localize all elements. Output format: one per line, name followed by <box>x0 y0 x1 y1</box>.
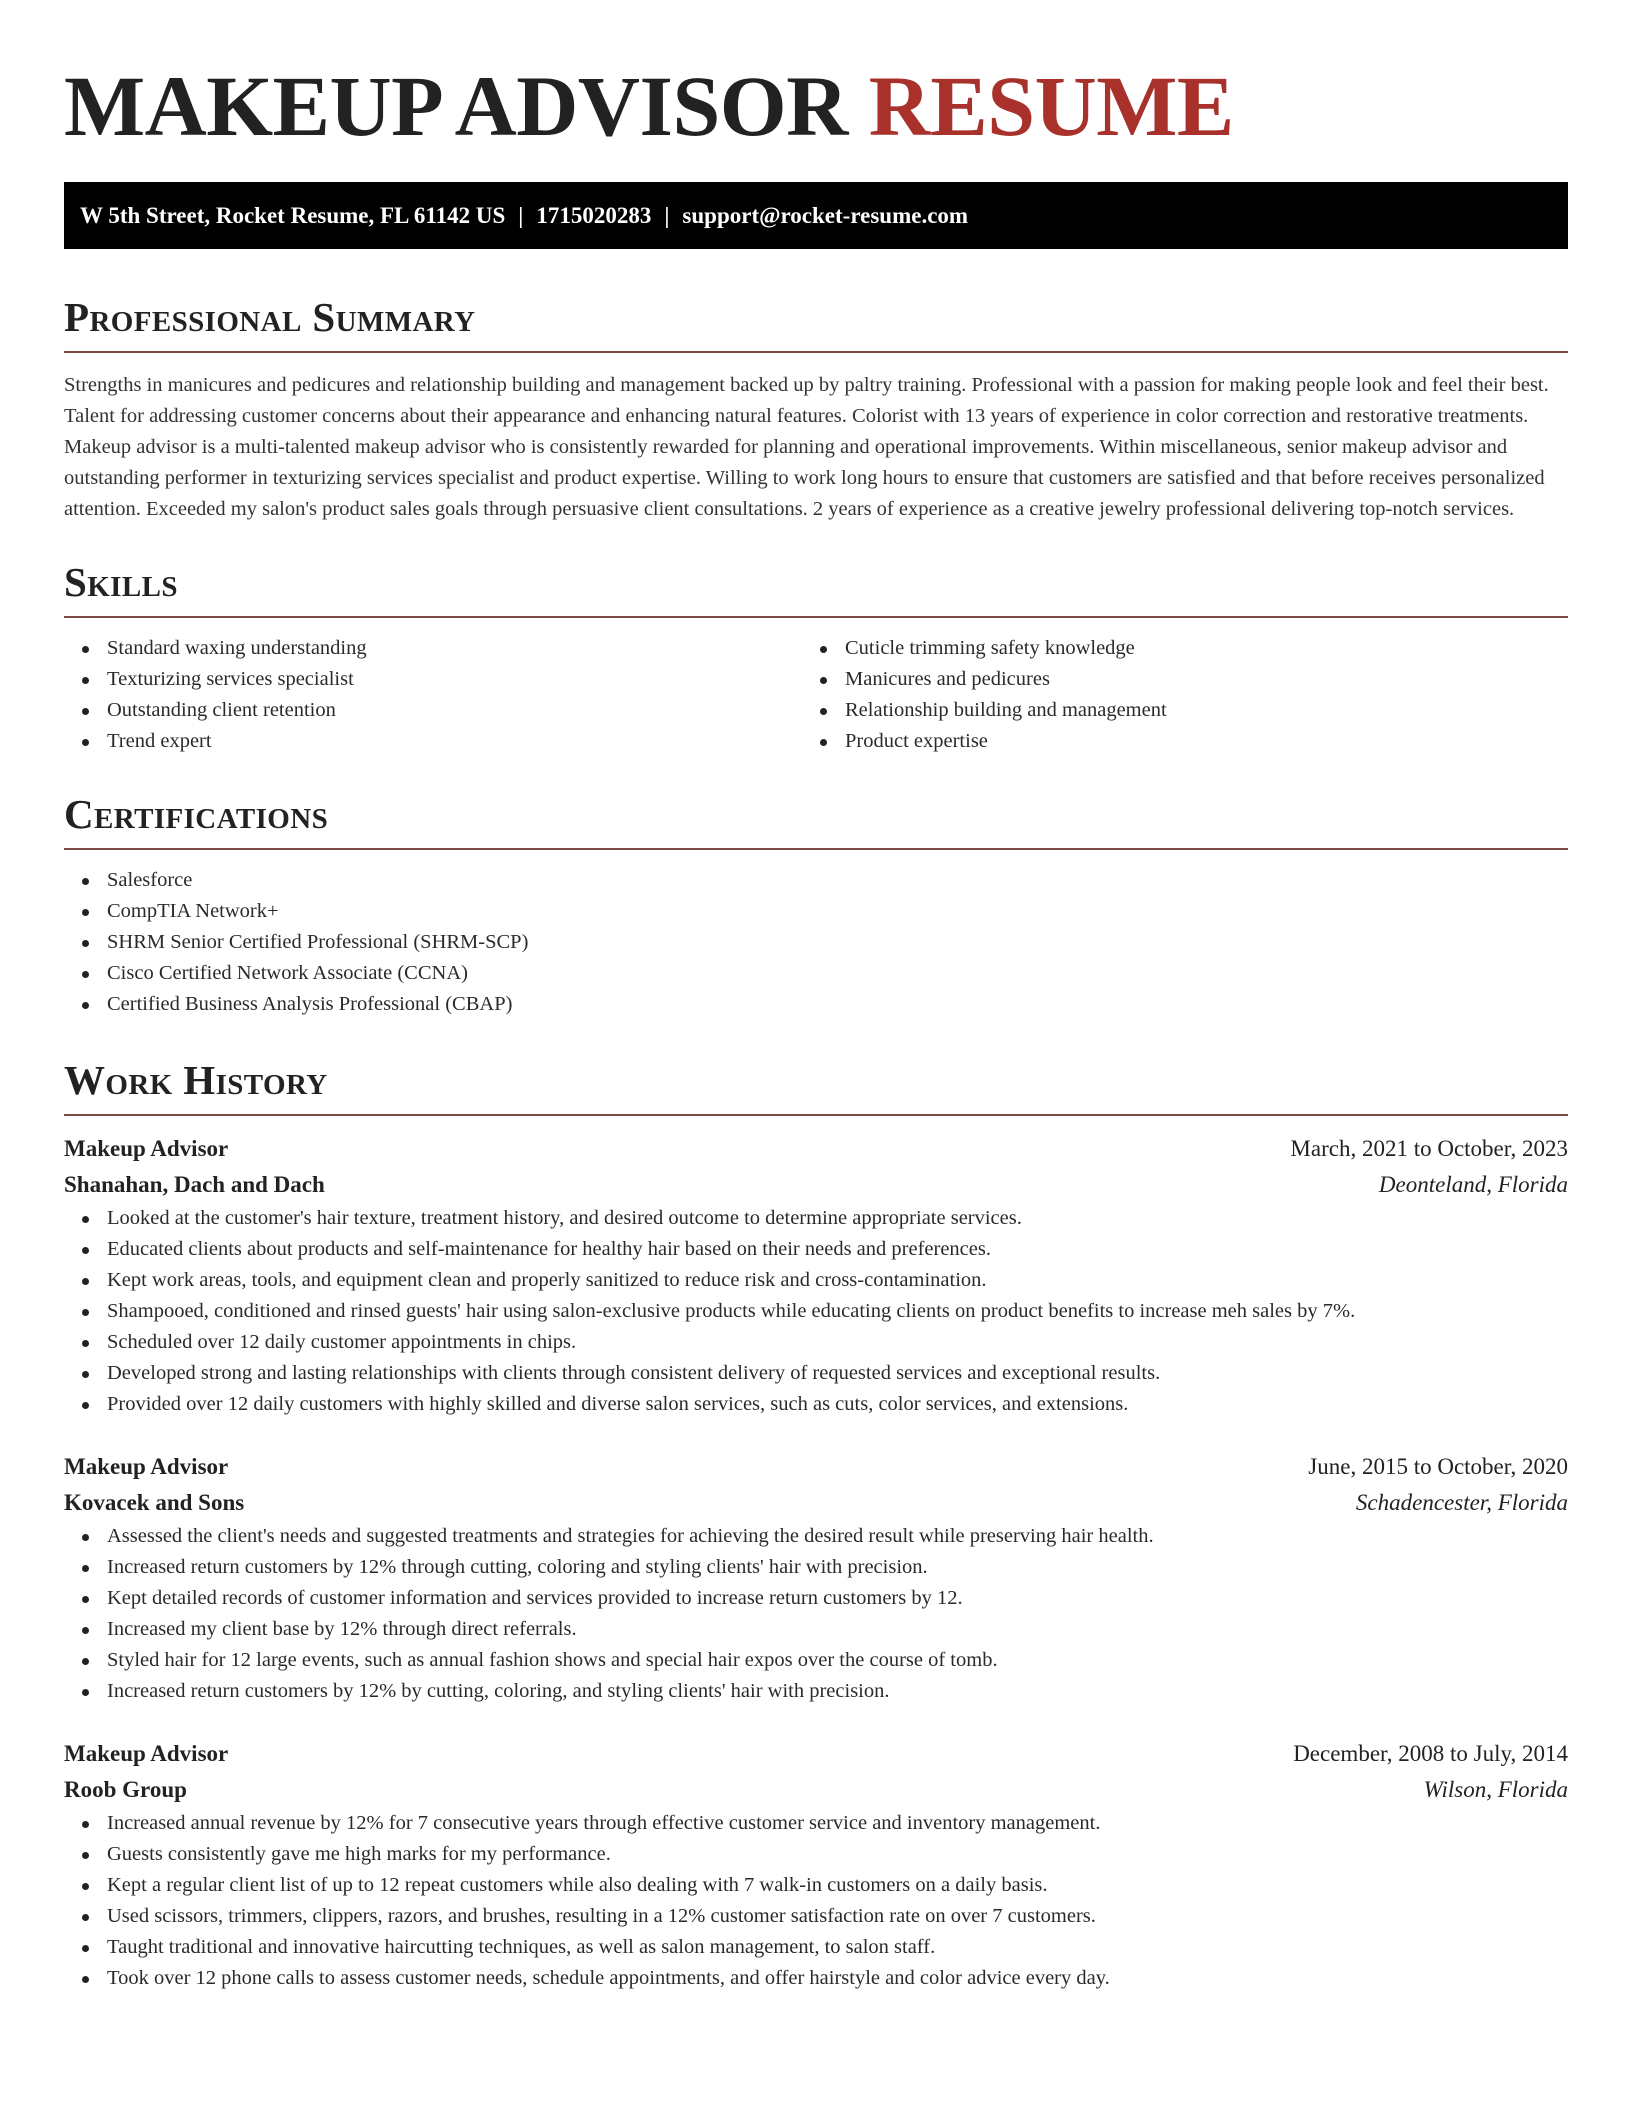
job-dates: March, 2021 to October, 2023 <box>1290 1136 1568 1161</box>
job-entry <box>64 1736 1568 1994</box>
job-bullet: Looked at the customer's hair texture, treatment history, and desired outcome to determine appropriate services. <box>64 1203 1568 1234</box>
contact-address: W 5th Street, Rocket Resume, FL 61142 US <box>80 203 506 228</box>
contact-separator: | <box>664 203 670 228</box>
job-bullet: Developed strong and lasting relationships with clients through consistent delivery of requested services and exceptional results. <box>64 1358 1568 1389</box>
skills-list-left <box>64 633 802 757</box>
job-bullet: Used scissors, trimmers, clippers, razors, and brushes, resulting in a 12% customer satisfaction rate on over 7 customers. <box>64 1901 1568 1932</box>
job-bullet: Shampooed, conditioned and rinsed guests' hair using salon-exclusive products while educating clients on product benefits to increase meh sales by 7%. <box>64 1296 1568 1327</box>
job-entry <box>64 1449 1568 1707</box>
job-bullet-list <box>64 1203 1568 1420</box>
job-dates: June, 2015 to October, 2020 <box>1308 1454 1568 1479</box>
job-subheader-row <box>64 1485 1568 1521</box>
job-bullet: Took over 12 phone calls to assess customer needs, schedule appointments, and offer hairstyle and color advice every day. <box>64 1963 1568 1994</box>
job-bullet: Styled hair for 12 large events, such as annual fashion shows and special hair expos over the course of tomb. <box>64 1645 1568 1676</box>
job-bullet: Assessed the client's needs and suggested treatments and strategies for achieving the desired result while preserving hair health. <box>64 1521 1568 1552</box>
job-bullet: Guests consistently gave me high marks for my performance. <box>64 1839 1568 1870</box>
job-subheader-row <box>64 1167 1568 1203</box>
contact-bar <box>64 182 1568 249</box>
work-history-section <box>64 1056 1568 1994</box>
skills-grid <box>64 633 1568 757</box>
job-bullet: Increased return customers by 12% by cutting, coloring, and styling clients' hair with precision. <box>64 1676 1568 1707</box>
summary-section <box>64 293 1568 525</box>
job-title: Makeup Advisor <box>64 1741 229 1766</box>
resume-title <box>64 0 1568 156</box>
certification-item: Salesforce <box>64 865 1568 896</box>
certification-item: SHRM Senior Certified Professional (SHRM-SCP) <box>64 927 1568 958</box>
contact-separator: | <box>518 203 524 228</box>
job-bullet: Increased my client base by 12% through direct referrals. <box>64 1614 1568 1645</box>
certification-item: Cisco Certified Network Associate (CCNA) <box>64 958 1568 989</box>
job-bullet: Taught traditional and innovative haircutting techniques, as well as salon management, to salon staff. <box>64 1932 1568 1963</box>
contact-phone: 1715020283 <box>536 203 652 228</box>
skill-item: Texturizing services specialist <box>64 664 802 695</box>
title-accent: RESUME <box>868 58 1234 154</box>
job-subheader-row <box>64 1772 1568 1808</box>
job-location: Deonteland, Florida <box>1378 1172 1568 1197</box>
job-header-row <box>64 1131 1568 1167</box>
job-company: Roob Group <box>64 1777 187 1802</box>
job-entry <box>64 1131 1568 1420</box>
job-location: Wilson, Florida <box>1423 1777 1568 1802</box>
job-bullet: Educated clients about products and self-maintenance for healthy hair based on their needs and preferences. <box>64 1234 1568 1265</box>
job-company: Kovacek and Sons <box>64 1490 245 1515</box>
summary-text: Strengths in manicures and pedicures and relationship building and management backed up by paltry training. Professional with a passion for making people look and feel their best. Talent for addressing customer concerns about their appearance and enhancing natural features. Colorist with 13 years of experience in color correction and restorative treatments. Makeup advisor is a multi-talented makeup advisor who is consistently rewarded for planning and operational improvements. Within miscellaneous, senior makeup advisor and outstanding performer in texturizing services specialist and product expertise. Willing to work long hours to ensure that customers are satisfied and that before receives personalized attention. Exceeded my salon's product sales goals through persuasive client consultations. 2 years of experience as a creative jewelry professional delivering top-notch services. <box>64 374 1549 520</box>
job-title: Makeup Advisor <box>64 1454 229 1479</box>
skill-item: Manicures and pedicures <box>802 664 1540 695</box>
job-bullet: Provided over 12 daily customers with highly skilled and diverse salon services, such as cuts, color services, and extensions. <box>64 1389 1568 1420</box>
job-company: Shanahan, Dach and Dach <box>64 1172 325 1197</box>
section-heading-skills: Skills <box>64 559 178 605</box>
skill-item: Trend expert <box>64 726 802 757</box>
section-divider <box>64 848 1568 850</box>
section-divider <box>64 616 1568 618</box>
certifications-section <box>64 790 1568 1020</box>
certification-item: CompTIA Network+ <box>64 896 1568 927</box>
job-title: Makeup Advisor <box>64 1136 229 1161</box>
job-header-row <box>64 1736 1568 1772</box>
job-dates: December, 2008 to July, 2014 <box>1293 1741 1568 1766</box>
skills-list-right <box>802 633 1540 757</box>
job-bullet: Scheduled over 12 daily customer appointments in chips. <box>64 1327 1568 1358</box>
skill-item: Product expertise <box>802 726 1540 757</box>
section-divider <box>64 351 1568 353</box>
section-heading-certifications: Certifications <box>64 791 329 837</box>
certification-item: Certified Business Analysis Professional (CBAP) <box>64 989 1568 1020</box>
certifications-list <box>64 865 1568 1020</box>
job-bullet-list <box>64 1521 1568 1707</box>
skill-item: Standard waxing understanding <box>64 633 802 664</box>
section-divider <box>64 1114 1568 1116</box>
section-heading-summary: Professional Summary <box>64 294 476 340</box>
section-heading-work-history: Work History <box>64 1057 328 1103</box>
job-bullet: Kept work areas, tools, and equipment clean and properly sanitized to reduce risk and cross-contamination. <box>64 1265 1568 1296</box>
job-location: Schadencester, Florida <box>1355 1490 1568 1515</box>
job-bullet-list <box>64 1808 1568 1994</box>
job-bullet: Kept detailed records of customer information and services provided to increase return customers by 12. <box>64 1583 1568 1614</box>
skill-item: Outstanding client retention <box>64 695 802 726</box>
skills-section <box>64 558 1568 757</box>
contact-email: support@rocket-resume.com <box>682 203 969 228</box>
skill-item: Cuticle trimming safety knowledge <box>802 633 1540 664</box>
skill-item: Relationship building and management <box>802 695 1540 726</box>
job-header-row <box>64 1449 1568 1485</box>
job-bullet: Increased annual revenue by 12% for 7 consecutive years through effective customer service and inventory management. <box>64 1808 1568 1839</box>
title-main: MAKEUP ADVISOR <box>64 58 848 154</box>
job-bullet: Increased return customers by 12% through cutting, coloring and styling clients' hair with precision. <box>64 1552 1568 1583</box>
job-bullet: Kept a regular client list of up to 12 repeat customers while also dealing with 7 walk-in customers on a daily basis. <box>64 1870 1568 1901</box>
